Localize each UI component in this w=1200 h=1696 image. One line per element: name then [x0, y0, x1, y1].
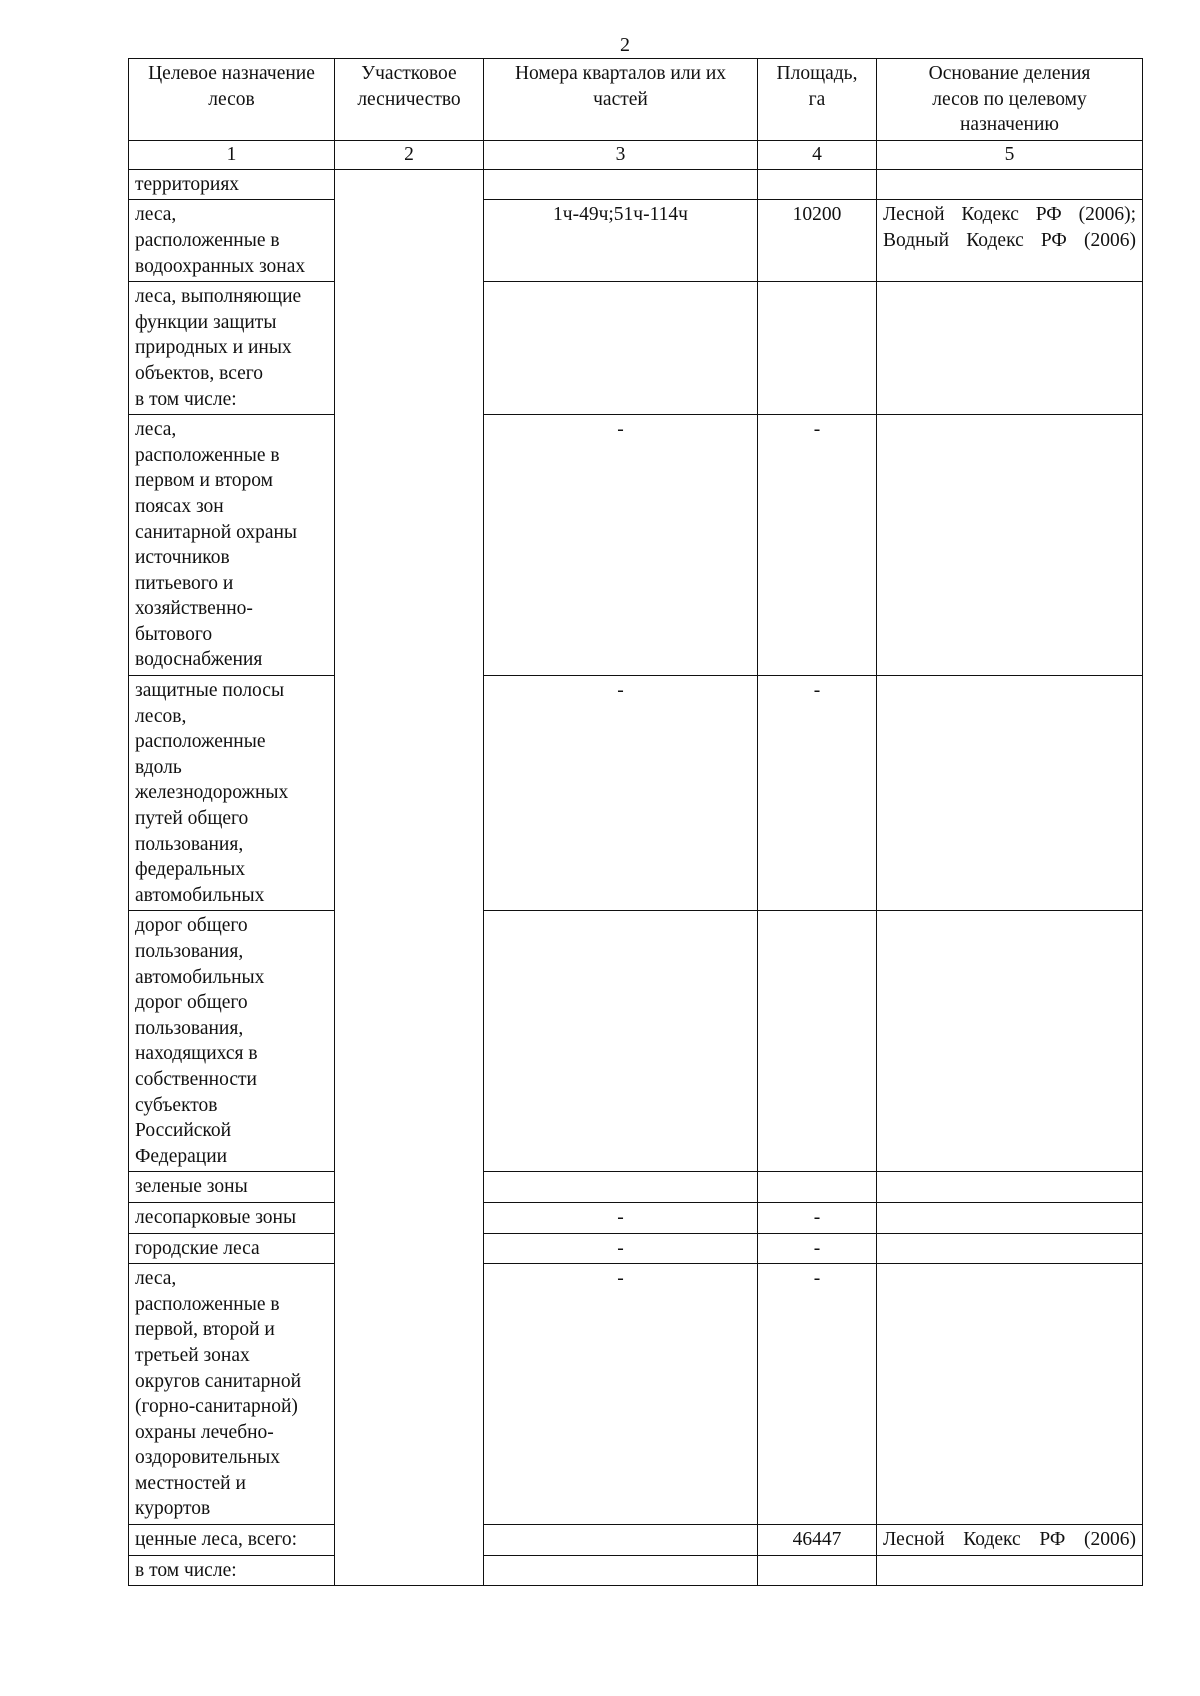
forest-purpose-table — [128, 58, 1143, 1586]
header-area: Площадь, га — [758, 59, 877, 141]
basis-cell: Лесной Кодекс РФ (2006) — [877, 1525, 1143, 1556]
basis-cell — [877, 169, 1143, 200]
purpose-cell: леса, расположенные в первой, второй и третьей зонах округов санитарной (горно-санитарной) охраны лечебно- оздоровительных местностей и курортов — [129, 1264, 335, 1525]
purpose-cell: защитные полосы лесов, расположенные вдоль железнодорожных путей общего пользования, федеральных автомобильных — [129, 676, 335, 911]
table-row — [129, 1264, 1143, 1525]
area-cell: - — [758, 1202, 877, 1233]
area-cell — [758, 911, 877, 1172]
quarters-cell — [484, 911, 758, 1172]
basis-cell — [877, 1172, 1143, 1203]
area-cell: 10200 — [758, 200, 877, 282]
header-quarters: Номера кварталов или их частей — [484, 59, 758, 141]
basis-cell — [877, 1202, 1143, 1233]
quarters-cell: - — [484, 415, 758, 676]
quarters-cell: - — [484, 676, 758, 911]
basis-cell: Лесной Кодекс РФ (2006); Водный Кодекс РФ (2006) — [877, 200, 1143, 282]
area-cell — [758, 169, 877, 200]
quarters-cell: 1ч-49ч;51ч-114ч — [484, 200, 758, 282]
table-row — [129, 200, 1143, 282]
quarters-cell: - — [484, 1233, 758, 1264]
table-row — [129, 911, 1143, 1172]
purpose-cell: территориях — [129, 169, 335, 200]
basis-cell — [877, 1555, 1143, 1586]
table-row — [129, 676, 1143, 911]
purpose-cell: городские леса — [129, 1233, 335, 1264]
basis-cell — [877, 676, 1143, 911]
table-row — [129, 415, 1143, 676]
quarters-cell: - — [484, 1202, 758, 1233]
column-number: 4 — [758, 140, 877, 169]
basis-cell — [877, 1264, 1143, 1525]
purpose-cell: лесопарковые зоны — [129, 1202, 335, 1233]
quarters-cell — [484, 169, 758, 200]
page-number: 2 — [620, 34, 630, 56]
quarters-cell: - — [484, 1264, 758, 1525]
purpose-cell: дорог общего пользования, автомобильных дорог общего пользования, находящихся в собственности субъектов Российской Федерации — [129, 911, 335, 1172]
column-number: 2 — [335, 140, 484, 169]
table-row — [129, 1233, 1143, 1264]
purpose-cell: ценные леса, всего: — [129, 1525, 335, 1556]
table-row — [129, 1172, 1143, 1203]
purpose-cell: в том числе: — [129, 1555, 335, 1586]
header-basis: Основание деления лесов по целевому назначению — [877, 59, 1143, 141]
header-forestry: Участковое лесничество — [335, 59, 484, 141]
purpose-cell: леса, расположенные в первом и втором поясах зон санитарной охраны источников питьевого и хозяйственно- бытового водоснабжения — [129, 415, 335, 676]
basis-cell — [877, 415, 1143, 676]
purpose-cell: леса, выполняющие функции защиты природных и иных объектов, всего в том числе: — [129, 282, 335, 415]
area-cell — [758, 1555, 877, 1586]
area-cell — [758, 282, 877, 415]
header-purpose: Целевое назначение лесов — [129, 59, 335, 141]
basis-cell — [877, 911, 1143, 1172]
quarters-cell — [484, 1172, 758, 1203]
area-cell: - — [758, 1233, 877, 1264]
column-number: 1 — [129, 140, 335, 169]
purpose-cell: леса, расположенные в водоохранных зонах — [129, 200, 335, 282]
area-cell — [758, 1172, 877, 1203]
area-cell: 46447 — [758, 1525, 877, 1556]
column-number: 3 — [484, 140, 758, 169]
table-row — [129, 1555, 1143, 1586]
column-number: 5 — [877, 140, 1143, 169]
purpose-cell: зеленые зоны — [129, 1172, 335, 1203]
quarters-cell — [484, 282, 758, 415]
table-row — [129, 1525, 1143, 1556]
table-row — [129, 1202, 1143, 1233]
basis-cell — [877, 282, 1143, 415]
table-row — [129, 169, 1143, 200]
area-cell: - — [758, 676, 877, 911]
table-row — [129, 282, 1143, 415]
area-cell: - — [758, 1264, 877, 1525]
quarters-cell — [484, 1555, 758, 1586]
area-cell: - — [758, 415, 877, 676]
forestry-cell — [335, 169, 484, 1585]
quarters-cell — [484, 1525, 758, 1556]
basis-cell — [877, 1233, 1143, 1264]
